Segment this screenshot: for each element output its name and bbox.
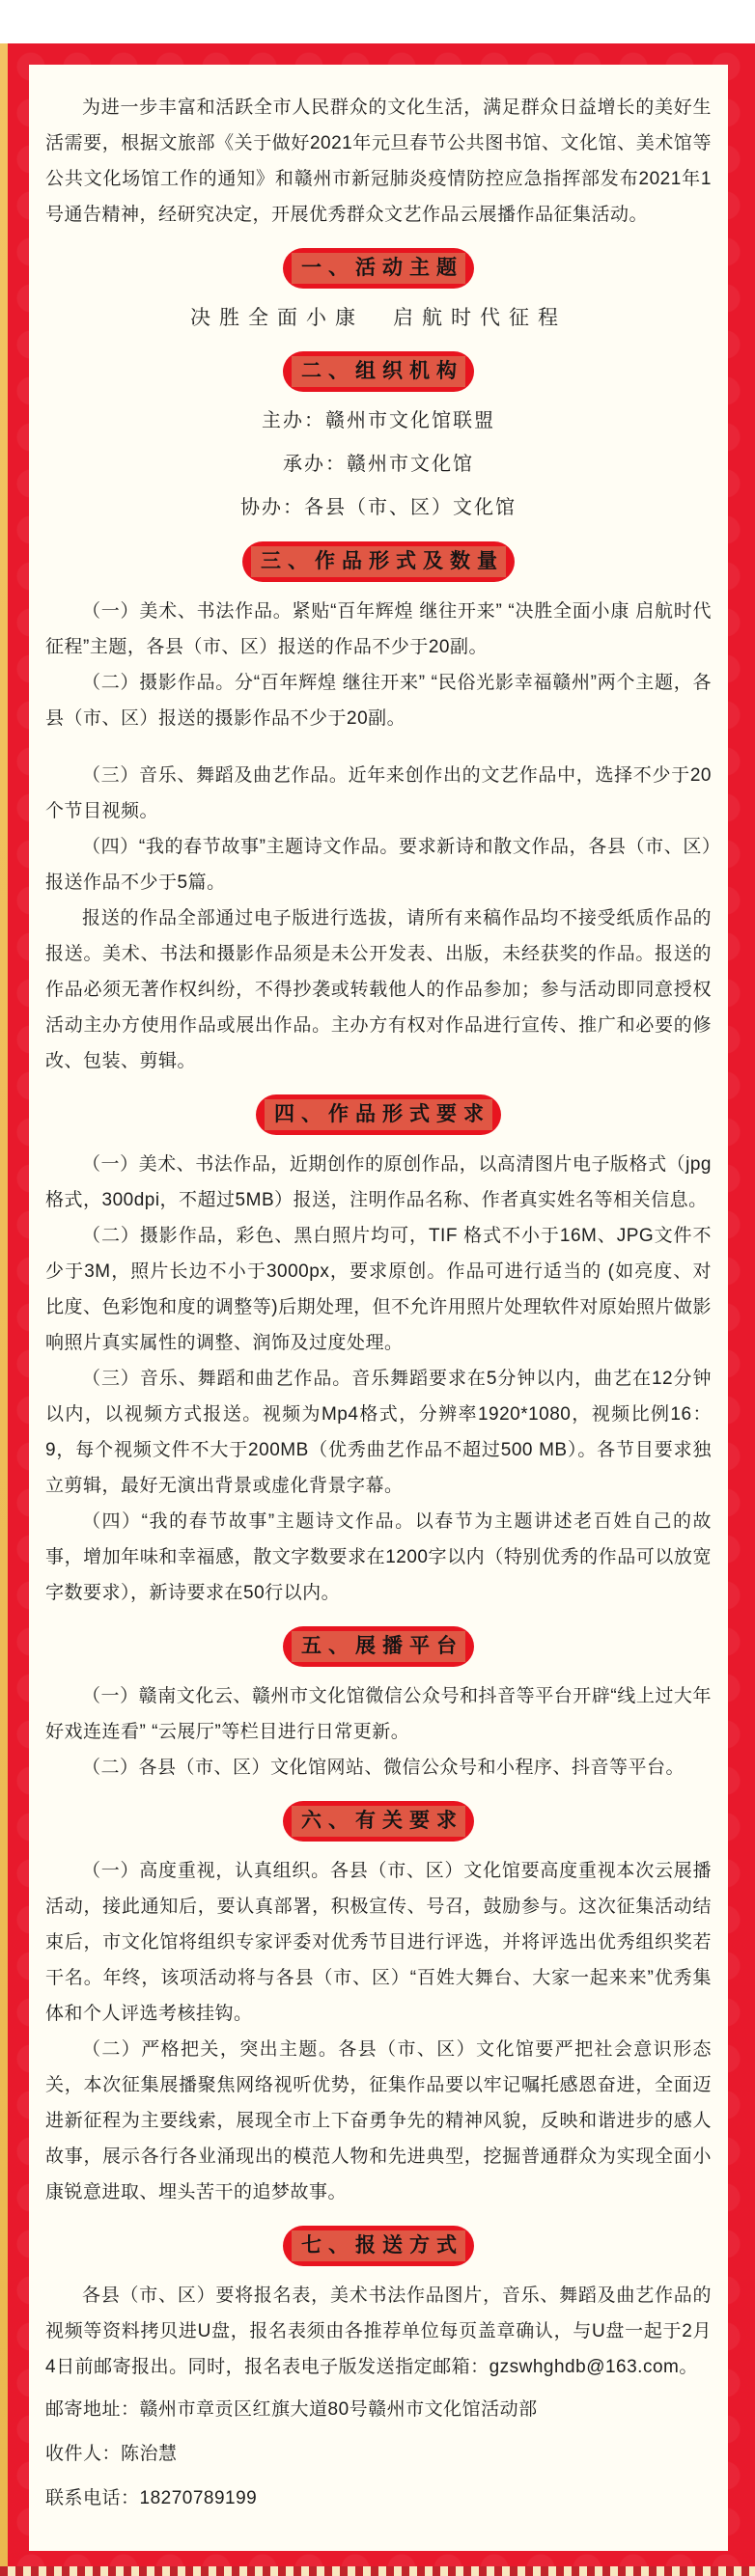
red-border-frame [8,43,755,2566]
mailing-address-line: 邮寄地址：赣州市章贡区红旗大道80号赣州市文化馆活动部 [45,2399,538,2420]
intro-paragraph: 为进一步丰富和活跃全市人民群众的文化生活，满足群众日益增长的美好生活需要，根据文旅部《关于做好2021年元旦春节公共图书馆、文化馆、美术馆等公共文化场馆工作的通知》和赣州市新冠肺炎疫情防控应急指挥部发布2021年1号通告精神，经研究决定，开展优秀群众文艺作品云展播作品征集活动。 [45,97,712,225]
bottom-fringe-decoration [0,2566,755,2576]
section-5-paragraph-1: （一）赣南文化云、赣州市文化馆微信公众号和抖音等平台开辟“线上过大年好戏连连看” “云展厅”等栏目进行日常更新。 [45,1686,712,1742]
section-7-paragraph-1: 各县（市、区）要将报名表，美术书法作品图片，音乐、舞蹈及曲艺作品的视频等资料拷贝进U盘，报名表须由各推荐单位每页盖章确认，与U盘一起于2月4日前邮寄报出。同时，报名表电子版发送指定邮箱：gzswhghdb@163.com。 [45,2285,712,2377]
section-5-paragraph-2: （二）各县（市、区）文化馆网站、微信公众号和小程序、抖音等平台。 [82,1758,685,1778]
undertaker-line: 承办：赣州市文化馆 [283,454,474,475]
section-2-heading-pill [283,351,474,392]
section-6-paragraph-1: （一）高度重视，认真组织。各县（市、区）文化馆要高度重视本次云展播活动，接此通知后，要认真部署，积极宣传、号召，鼓励参与。这次征集活动结束后，市文化馆将组织专家评委对优秀节目进行评选，并将评选出优秀组织奖若干名。年终，该项活动将与各县（市、区）“百姓大舞台、大家一起来来”优秀集体和个人评选考核挂钩。 [45,1861,712,2024]
top-white-margin [0,0,755,43]
section-4-paragraph-4: （四）“我的春节故事”主题诗文作品。以春节为主题讲述老百姓自己的故事，增加年味和幸福感，散文字数要求在1200字以内（特别优秀的作品可以放宽字数要求），新诗要求在50行以内。 [45,1511,712,1603]
section-3-heading-pill [242,541,515,582]
section-4-heading-pill [256,1094,501,1135]
section-6-heading-label: 六、有关要求 [292,1806,465,1837]
section-3-paragraph-2: （二）摄影作品。分“百年辉煌 继往开来” “民俗光影幸福赣州”两个主题，各县（市、区）报送的摄影作品不少于20副。 [45,673,712,729]
co-organizer-line: 协办：各县（市、区）文化馆 [240,497,517,518]
section-3-paragraph-3: （三）音乐、舞蹈及曲艺作品。近年来创作出的文艺作品中，选择不少于20个节目视频。 [45,765,712,821]
section-7-heading-pill [283,2226,474,2266]
section-2-heading-label: 二、组织机构 [292,356,465,387]
section-1-heading-label: 一、活动主题 [292,253,465,284]
activity-theme-line: 决胜全面小康 启航时代征程 [190,307,567,329]
section-5-heading-label: 五、展播平台 [292,1631,465,1662]
organizer-line: 主办：赣州市文化馆联盟 [262,410,495,431]
poster-frame-row [0,43,755,2566]
section-5-heading-pill [283,1626,474,1667]
section-3-paragraph-1: （一）美术、书法作品。紧贴“百年辉煌 继往开来” “决胜全面小康 启航时代征程”主题，各县（市、区）报送的作品不少于20副。 [45,601,712,657]
gold-edge-strip [0,43,8,2566]
section-6-heading-pill [283,1801,474,1842]
section-4-paragraph-2: （二）摄影作品，彩色、黑白照片均可，TIF 格式不小于16M、JPG文件不少于3M，照片长边不小于3000px，要求原创。作品可进行适当的 (如亮度、对比度、色彩饱和度的调整等)后期处理，但不允许用照片处理软件对原始照片做影响照片真实属性的调整、润饰及过度处理。 [45,1226,712,1353]
section-6-paragraph-2: （二）严格把关，突出主题。各县（市、区）文化馆要严把社会意识形态关，本次征集展播聚焦网络视听优势，征集作品要以牢记嘱托感恩奋进，全面迈进新征程为主要线索，展现全市上下奋勇争先的精神风貌，反映和谐进步的感人故事，展示各行各业涌现出的模范人物和先进典型，挖掘普通群众为实现全面小康锐意进取、埋头苦干的追梦故事。 [45,2039,712,2202]
notice-content-area [29,65,728,2551]
recipient-line: 收件人：陈治慧 [45,2444,178,2464]
section-1-heading-pill [283,248,474,289]
section-3-heading-label: 三、作品形式及数量 [251,546,506,577]
section-4-paragraph-1: （一）美术、书法作品，近期创作的原创作品，以高清图片电子版格式（jpg格式，300dpi，不超过5MB）报送，注明作品名称、作者真实姓名等相关信息。 [45,1154,712,1210]
section-4-heading-label: 四、作品形式要求 [265,1099,492,1130]
section-7-heading-label: 七、报送方式 [292,2230,465,2261]
section-3-paragraph-4: （四）“我的春节故事”主题诗文作品。要求新诗和散文作品，各县（市、区）报送作品不少于5篇。 [45,837,712,893]
section-3-paragraph-5: 报送的作品全部通过电子版进行选拔，请所有来稿作品均不接受纸质作品的报送。美术、书法和摄影作品须是未公开发表、出版，未经获奖的作品。报送的作品必须无著作权纠纷，不得抄袭或转载他人的作品参加；参与活动即同意授权活动主办方使用作品或展出作品。主办方有权对作品进行宣传、推广和必要的修改、包装、剪辑。 [45,908,712,1071]
phone-line: 联系电话：18270789199 [45,2488,258,2508]
section-4-paragraph-3: （三）音乐、舞蹈和曲艺作品。音乐舞蹈要求在5分钟以内，曲艺在12分钟以内，以视频方式报送。视频为Mp4格式，分辨率1920*1080，视频比例16：9，每个视频文件不大于200MB（优秀曲艺作品不超过500 MB）。各节目要求独立剪辑，最好无演出背景或虚化背景字幕。 [45,1369,712,1496]
